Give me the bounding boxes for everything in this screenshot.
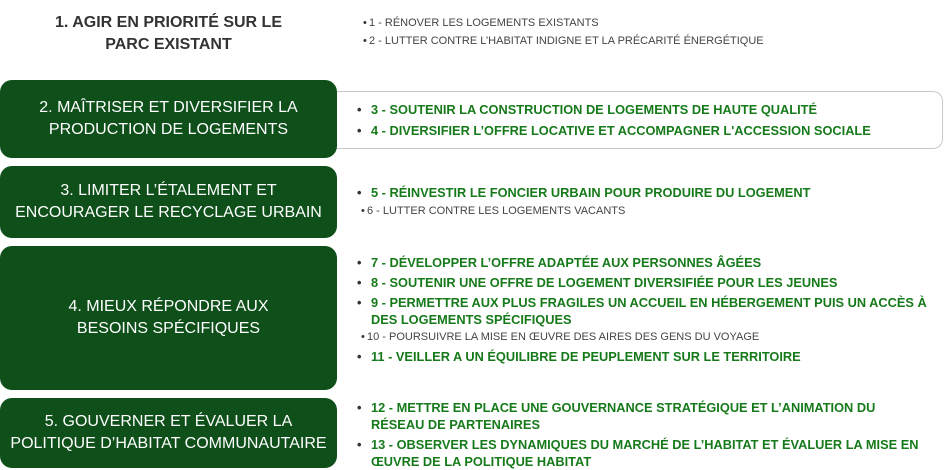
axis-4-actions-panel: [337, 250, 943, 378]
axis-5-actions: [367, 399, 927, 470]
axis-4-actions: [367, 254, 927, 365]
axis-5-actions-panel: [337, 396, 943, 470]
action-11: • 11 - VEILLER A UN ÉQUILIBRE DE PEUPLEMENT SUR LE TERRITOIRE: [367, 348, 927, 365]
action-10: • 10 - POURSUIVRE LA MISE EN ŒUVRE DES AIRES DES GENS DU VOYAGE: [367, 330, 927, 345]
axis-2-actions-panel: [337, 91, 943, 149]
axis-2-actions: [367, 101, 871, 139]
axis-3-title-text: 3. LIMITER L’ÉTALEMENT ET ENCOURAGER LE RECYCLAGE URBAIN: [15, 182, 322, 221]
axis-5-title-text: 5. GOUVERNER ET ÉVALUER LA POLITIQUE D’HABITAT COMMUNAUTAIRE: [10, 413, 327, 452]
action-2: • 2 - LUTTER CONTRE L’HABITAT INDIGNE ET LA PRÉCARITÉ ÉNERGÉTIQUE: [369, 34, 764, 49]
axis-5-title: [0, 398, 337, 468]
action-5: • 5 - RÉINVESTIR LE FONCIER URBAIN POUR PRODUIRE DU LOGEMENT: [367, 184, 810, 201]
axis-1-title: [0, 6, 337, 62]
action-4: • 4 - DIVERSIFIER L’OFFRE LOCATIVE ET ACCOMPAGNER L'ACCESSION SOCIALE: [367, 122, 871, 139]
action-1: • 1 - RÉNOVER LES LOGEMENTS EXISTANTS: [369, 16, 764, 31]
action-12: • 12 - METTRE EN PLACE UNE GOUVERNANCE STRATÉGIQUE ET L’ANIMATION DU RÉSEAU DE PARTENAIRES: [367, 399, 927, 433]
action-9: • 9 - PERMETTRE AUX PLUS FRAGILES UN ACCUEIL EN HÉBERGEMENT PUIS UN ACCÈS À DES LOGEMENTS SPÉCIFIQUES: [367, 294, 927, 328]
axis-3-actions-panel: [337, 176, 943, 228]
action-7: • 7 - DÉVELOPPER L’OFFRE ADAPTÉE AUX PERSONNES ÂGÉES: [367, 254, 927, 271]
axis-1-actions-panel: [337, 10, 943, 60]
axis-4-title: [0, 246, 337, 390]
action-13: • 13 - OBSERVER LES DYNAMIQUES DU MARCHÉ DE L’HABITAT ET ÉVALUER LA MISE EN ŒUVRE DE LA POLITIQUE HABITAT: [367, 436, 927, 470]
action-3: • 3 - SOUTENIR LA CONSTRUCTION DE LOGEMENTS DE HAUTE QUALITÉ: [367, 101, 871, 118]
axis-2-title: [0, 80, 337, 158]
axis-3-actions: [367, 184, 810, 219]
action-8: • 8 - SOUTENIR UNE OFFRE DE LOGEMENT DIVERSIFIÉE POUR LES JEUNES: [367, 274, 927, 291]
axis-2-title-text: 2. MAÎTRISER ET DIVERSIFIER LA PRODUCTION DE LOGEMENTS: [39, 99, 298, 138]
axis-4-title-text: 4. MIEUX RÉPONDRE AUX BESOINS SPÉCIFIQUES: [68, 298, 269, 337]
axis-3-title: [0, 166, 337, 238]
action-6: • 6 - LUTTER CONTRE LES LOGEMENTS VACANTS: [367, 204, 810, 219]
axis-1-title-text: 1. AGIR EN PRIORITÉ SUR LE PARC EXISTANT: [55, 14, 282, 53]
axis-1-actions: [369, 16, 764, 49]
